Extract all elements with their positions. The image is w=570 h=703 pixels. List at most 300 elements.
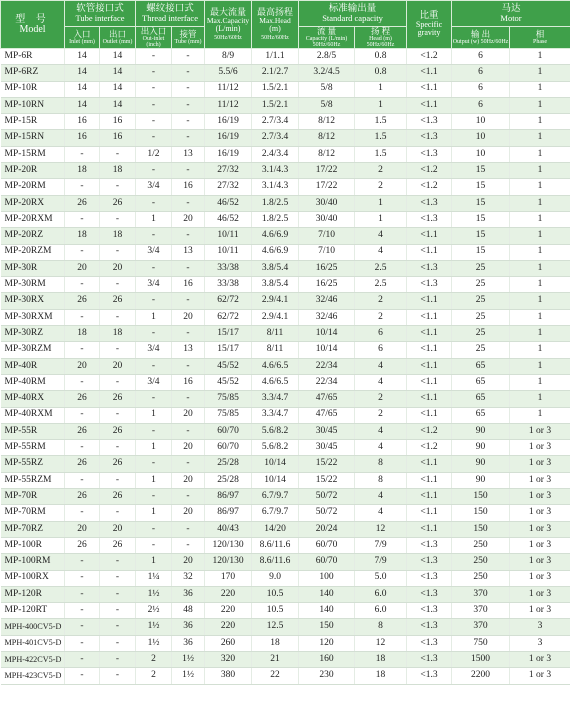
cell-std-head: 7/9: [355, 554, 407, 570]
cell-thread-io: -: [136, 423, 172, 439]
cell-thread-tube: 20: [172, 407, 205, 423]
cell-model: MP-40RXM: [1, 407, 65, 423]
cell-inlet: -: [65, 277, 100, 293]
cell-thread-io: 1: [136, 407, 172, 423]
cell-model: MP-20R: [1, 163, 65, 179]
cell-thread-tube: -: [172, 391, 205, 407]
cell-std-head: 1.5: [355, 146, 407, 162]
cell-phase: 1 or 3: [510, 586, 570, 602]
cell-model: MPH-423CV5-D: [1, 668, 65, 684]
cell-max-capacity: 27/32: [205, 163, 252, 179]
cell-gravity: <1.2: [407, 163, 452, 179]
cell-thread-io: 1: [136, 505, 172, 521]
cell-outlet: -: [100, 277, 136, 293]
cell-phase: 1: [510, 244, 570, 260]
cell-max-head: 6.7/9.7: [252, 505, 299, 521]
cell-outlet: -: [100, 505, 136, 521]
cell-outlet: 14: [100, 49, 136, 65]
cell-outlet: -: [100, 440, 136, 456]
cell-thread-tube: -: [172, 326, 205, 342]
cell-max-capacity: 220: [205, 619, 252, 635]
cell-model: MP-30RZM: [1, 342, 65, 358]
cell-thread-tube: 1½: [172, 668, 205, 684]
cell-std-capacity: 30/40: [299, 195, 355, 211]
cell-gravity: <1.1: [407, 309, 452, 325]
cell-output: 25: [452, 260, 510, 276]
cell-gravity: <1.3: [407, 619, 452, 635]
cell-phase: 1: [510, 277, 570, 293]
table-row: [1, 195, 570, 211]
cell-gravity: <1.1: [407, 407, 452, 423]
cell-thread-tube: 32: [172, 570, 205, 586]
table-row: [1, 537, 570, 553]
cell-output: 65: [452, 391, 510, 407]
cell-gravity: <1.2: [407, 49, 452, 65]
cell-thread-io: -: [136, 81, 172, 97]
cell-model: MP-30RM: [1, 277, 65, 293]
cell-thread-io: 3/4: [136, 374, 172, 390]
table-row: [1, 179, 570, 195]
header-motor: 马达 Motor: [452, 1, 570, 27]
cell-model: MPH-401CV5-D: [1, 635, 65, 651]
cell-std-head: 2: [355, 163, 407, 179]
cell-model: MP-20RXM: [1, 211, 65, 227]
cell-outlet: 16: [100, 114, 136, 130]
cell-std-head: 4: [355, 244, 407, 260]
cell-gravity: <1.3: [407, 130, 452, 146]
cell-max-head: 5.6/8.2: [252, 440, 299, 456]
table-row: [1, 521, 570, 537]
header-std-flow: 流 量 Capacity (L/min) 50Hz/60Hz: [299, 27, 355, 49]
cell-thread-io: -: [136, 293, 172, 309]
table-row: [1, 49, 570, 65]
cell-max-capacity: 33/38: [205, 277, 252, 293]
table-row: [1, 619, 570, 635]
cell-thread-tube: 20: [172, 309, 205, 325]
cell-phase: 1: [510, 114, 570, 130]
cell-thread-io: 2: [136, 668, 172, 684]
table-row: [1, 293, 570, 309]
cell-outlet: 14: [100, 65, 136, 81]
cell-thread-tube: -: [172, 423, 205, 439]
cell-max-capacity: 46/52: [205, 195, 252, 211]
cell-thread-tube: -: [172, 114, 205, 130]
cell-output: 15: [452, 244, 510, 260]
cell-std-capacity: 10/14: [299, 326, 355, 342]
cell-phase: 1: [510, 326, 570, 342]
cell-max-capacity: 320: [205, 651, 252, 667]
cell-inlet: -: [65, 635, 100, 651]
table-row: [1, 570, 570, 586]
cell-std-head: 4: [355, 440, 407, 456]
cell-gravity: <1.1: [407, 489, 452, 505]
cell-gravity: <1.2: [407, 423, 452, 439]
cell-gravity: <1.3: [407, 668, 452, 684]
cell-outlet: 14: [100, 97, 136, 113]
table-row: [1, 211, 570, 227]
cell-max-head: 1.8/2.5: [252, 211, 299, 227]
cell-max-capacity: 45/52: [205, 358, 252, 374]
cell-std-capacity: 22/34: [299, 358, 355, 374]
cell-thread-tube: 1½: [172, 651, 205, 667]
cell-output: 65: [452, 374, 510, 390]
table-row: [1, 423, 570, 439]
cell-inlet: 16: [65, 114, 100, 130]
cell-max-head: 4.6/6.5: [252, 358, 299, 374]
cell-model: MP-55RM: [1, 440, 65, 456]
cell-phase: 1: [510, 391, 570, 407]
cell-outlet: -: [100, 603, 136, 619]
cell-max-capacity: 11/12: [205, 81, 252, 97]
cell-std-capacity: 16/25: [299, 260, 355, 276]
cell-gravity: <1.2: [407, 179, 452, 195]
cell-gravity: <1.1: [407, 293, 452, 309]
cell-std-capacity: 10/14: [299, 342, 355, 358]
cell-thread-io: -: [136, 521, 172, 537]
cell-model: MP-55RZ: [1, 456, 65, 472]
cell-gravity: <1.3: [407, 570, 452, 586]
cell-thread-io: 2½: [136, 603, 172, 619]
cell-std-capacity: 140: [299, 603, 355, 619]
cell-max-head: 8.6/11.6: [252, 554, 299, 570]
cell-phase: 1: [510, 130, 570, 146]
cell-max-head: 12.5: [252, 619, 299, 635]
cell-phase: 1 or 3: [510, 423, 570, 439]
cell-outlet: -: [100, 472, 136, 488]
cell-output: 250: [452, 554, 510, 570]
cell-gravity: <1.1: [407, 244, 452, 260]
cell-output: 750: [452, 635, 510, 651]
cell-output: 2200: [452, 668, 510, 684]
cell-std-head: 12: [355, 521, 407, 537]
cell-outlet: 26: [100, 456, 136, 472]
cell-gravity: <1.1: [407, 456, 452, 472]
cell-std-head: 6: [355, 342, 407, 358]
table-row: [1, 65, 570, 81]
cell-std-head: 2: [355, 309, 407, 325]
cell-max-head: 14/20: [252, 521, 299, 537]
cell-std-capacity: 30/45: [299, 440, 355, 456]
cell-thread-tube: 36: [172, 635, 205, 651]
cell-thread-tube: 20: [172, 554, 205, 570]
table-row: [1, 586, 570, 602]
cell-std-capacity: 150: [299, 619, 355, 635]
cell-std-head: 1: [355, 195, 407, 211]
cell-inlet: -: [65, 440, 100, 456]
cell-gravity: <1.2: [407, 440, 452, 456]
cell-std-head: 6.0: [355, 603, 407, 619]
cell-thread-tube: 13: [172, 244, 205, 260]
table-row: [1, 440, 570, 456]
cell-std-capacity: 32/46: [299, 293, 355, 309]
cell-model: MP-55R: [1, 423, 65, 439]
table-row: [1, 146, 570, 162]
cell-phase: 1: [510, 260, 570, 276]
cell-max-head: 3.8/5.4: [252, 260, 299, 276]
cell-inlet: -: [65, 211, 100, 227]
cell-max-capacity: 15/17: [205, 326, 252, 342]
table-row: [1, 668, 570, 684]
cell-model: MP-30R: [1, 260, 65, 276]
cell-inlet: -: [65, 603, 100, 619]
cell-output: 150: [452, 505, 510, 521]
cell-outlet: -: [100, 211, 136, 227]
cell-thread-io: -: [136, 326, 172, 342]
cell-std-head: 1.5: [355, 114, 407, 130]
header-tube-interface: 软管接口式 Tube interface: [65, 1, 136, 27]
cell-thread-tube: -: [172, 49, 205, 65]
cell-max-head: 4.6/6.5: [252, 374, 299, 390]
header-max-head: 最高扬程 Max.Head (m) 50Hz/60Hz: [252, 1, 299, 49]
cell-phase: 1 or 3: [510, 456, 570, 472]
cell-phase: 1: [510, 293, 570, 309]
cell-thread-tube: -: [172, 260, 205, 276]
cell-std-capacity: 140: [299, 586, 355, 602]
cell-max-capacity: 220: [205, 586, 252, 602]
cell-thread-io: 1: [136, 554, 172, 570]
cell-output: 370: [452, 619, 510, 635]
cell-phase: 1: [510, 374, 570, 390]
cell-std-capacity: 17/22: [299, 163, 355, 179]
cell-phase: 1 or 3: [510, 603, 570, 619]
table-row: [1, 554, 570, 570]
cell-gravity: <1.3: [407, 277, 452, 293]
header-tube-inlet: 入口 Inlet (mm): [65, 27, 100, 49]
cell-phase: 1: [510, 65, 570, 81]
cell-inlet: -: [65, 668, 100, 684]
cell-max-head: 1.5/2.1: [252, 97, 299, 113]
cell-phase: 1 or 3: [510, 440, 570, 456]
cell-phase: 1 or 3: [510, 537, 570, 553]
cell-max-capacity: 380: [205, 668, 252, 684]
cell-phase: 1 or 3: [510, 668, 570, 684]
cell-outlet: 26: [100, 195, 136, 211]
cell-model: MP-70R: [1, 489, 65, 505]
cell-std-capacity: 47/65: [299, 407, 355, 423]
cell-inlet: 26: [65, 195, 100, 211]
cell-max-head: 10/14: [252, 456, 299, 472]
cell-gravity: <1.3: [407, 635, 452, 651]
cell-thread-io: 3/4: [136, 277, 172, 293]
cell-thread-tube: 48: [172, 603, 205, 619]
header-model: 型 号 Model: [1, 1, 65, 49]
cell-outlet: -: [100, 635, 136, 651]
cell-thread-tube: -: [172, 130, 205, 146]
cell-outlet: 26: [100, 489, 136, 505]
cell-inlet: 14: [65, 81, 100, 97]
cell-model: MP-40R: [1, 358, 65, 374]
cell-thread-io: -: [136, 489, 172, 505]
cell-model: MP-40RM: [1, 374, 65, 390]
cell-std-head: 12: [355, 635, 407, 651]
cell-thread-io: -: [136, 228, 172, 244]
cell-output: 25: [452, 293, 510, 309]
table-body: [1, 49, 570, 685]
cell-output: 10: [452, 114, 510, 130]
cell-max-head: 3.3/4.7: [252, 391, 299, 407]
cell-thread-tube: 16: [172, 277, 205, 293]
cell-output: 25: [452, 342, 510, 358]
cell-max-head: 18: [252, 635, 299, 651]
cell-model: MPH-422CV5-D: [1, 651, 65, 667]
cell-std-head: 4: [355, 374, 407, 390]
cell-outlet: -: [100, 342, 136, 358]
cell-model: MP-70RZ: [1, 521, 65, 537]
cell-max-capacity: 10/11: [205, 244, 252, 260]
cell-phase: 1: [510, 358, 570, 374]
cell-thread-tube: 20: [172, 472, 205, 488]
cell-phase: 1: [510, 163, 570, 179]
cell-max-capacity: 5.5/6: [205, 65, 252, 81]
cell-model: MP-100RM: [1, 554, 65, 570]
cell-phase: 1: [510, 342, 570, 358]
cell-inlet: -: [65, 309, 100, 325]
header-standard-capacity: 标准输出量 Standard capacity: [299, 1, 407, 27]
cell-inlet: 18: [65, 163, 100, 179]
cell-output: 65: [452, 358, 510, 374]
cell-inlet: -: [65, 407, 100, 423]
cell-inlet: 20: [65, 358, 100, 374]
cell-std-head: 6: [355, 326, 407, 342]
cell-max-head: 2.9/4.1: [252, 293, 299, 309]
cell-std-head: 4: [355, 423, 407, 439]
cell-thread-tube: -: [172, 97, 205, 113]
cell-gravity: <1.1: [407, 391, 452, 407]
cell-thread-tube: -: [172, 163, 205, 179]
cell-gravity: <1.3: [407, 554, 452, 570]
cell-max-head: 3.3/4.7: [252, 407, 299, 423]
cell-std-capacity: 2.8/5: [299, 49, 355, 65]
cell-output: 25: [452, 309, 510, 325]
cell-thread-tube: -: [172, 228, 205, 244]
table-row: [1, 489, 570, 505]
cell-thread-io: 3/4: [136, 342, 172, 358]
cell-output: 90: [452, 440, 510, 456]
cell-output: 15: [452, 211, 510, 227]
cell-outlet: -: [100, 554, 136, 570]
cell-max-head: 1/1.1: [252, 49, 299, 65]
table-row: [1, 244, 570, 260]
cell-std-capacity: 60/70: [299, 554, 355, 570]
cell-std-capacity: 47/65: [299, 391, 355, 407]
cell-max-capacity: 40/43: [205, 521, 252, 537]
cell-thread-io: 1: [136, 211, 172, 227]
cell-gravity: <1.3: [407, 537, 452, 553]
cell-max-head: 4.6/6.9: [252, 228, 299, 244]
cell-max-head: 3.1/4.3: [252, 163, 299, 179]
cell-thread-tube: -: [172, 65, 205, 81]
cell-gravity: <1.3: [407, 114, 452, 130]
cell-std-capacity: 22/34: [299, 374, 355, 390]
cell-thread-io: -: [136, 130, 172, 146]
cell-thread-io: 3/4: [136, 179, 172, 195]
cell-max-capacity: 27/32: [205, 179, 252, 195]
cell-gravity: <1.3: [407, 586, 452, 602]
cell-std-capacity: 5/8: [299, 81, 355, 97]
cell-model: MP-20RM: [1, 179, 65, 195]
cell-model: MP-15RN: [1, 130, 65, 146]
cell-output: 25: [452, 277, 510, 293]
cell-inlet: 26: [65, 489, 100, 505]
cell-std-capacity: 7/10: [299, 244, 355, 260]
cell-max-capacity: 86/97: [205, 505, 252, 521]
cell-outlet: -: [100, 619, 136, 635]
cell-output: 6: [452, 65, 510, 81]
cell-gravity: <1.1: [407, 65, 452, 81]
cell-max-head: 9.0: [252, 570, 299, 586]
cell-std-head: 18: [355, 651, 407, 667]
cell-gravity: <1.3: [407, 211, 452, 227]
cell-thread-tube: -: [172, 195, 205, 211]
cell-gravity: <1.1: [407, 326, 452, 342]
cell-phase: 1: [510, 146, 570, 162]
cell-max-head: 2.1/2.7: [252, 65, 299, 81]
cell-phase: 1: [510, 211, 570, 227]
cell-std-capacity: 160: [299, 651, 355, 667]
cell-thread-tube: -: [172, 358, 205, 374]
cell-max-head: 22: [252, 668, 299, 684]
cell-inlet: 14: [65, 97, 100, 113]
cell-inlet: -: [65, 179, 100, 195]
cell-gravity: <1.1: [407, 228, 452, 244]
cell-output: 90: [452, 456, 510, 472]
cell-inlet: -: [65, 651, 100, 667]
cell-phase: 1 or 3: [510, 570, 570, 586]
cell-model: MP-30RZ: [1, 326, 65, 342]
cell-outlet: 20: [100, 260, 136, 276]
table-row: [1, 97, 570, 113]
cell-output: 6: [452, 81, 510, 97]
table-row: [1, 326, 570, 342]
cell-model: MP-10R: [1, 81, 65, 97]
cell-max-capacity: 86/97: [205, 489, 252, 505]
cell-outlet: -: [100, 407, 136, 423]
cell-outlet: 26: [100, 391, 136, 407]
cell-model: MP-6R: [1, 49, 65, 65]
cell-phase: 1 or 3: [510, 489, 570, 505]
cell-outlet: 14: [100, 81, 136, 97]
cell-thread-io: -: [136, 97, 172, 113]
cell-std-capacity: 30/40: [299, 211, 355, 227]
cell-inlet: -: [65, 586, 100, 602]
cell-thread-io: 1: [136, 440, 172, 456]
cell-inlet: -: [65, 342, 100, 358]
cell-max-capacity: 16/19: [205, 146, 252, 162]
cell-model: MP-100RX: [1, 570, 65, 586]
cell-std-head: 8: [355, 456, 407, 472]
cell-output: 150: [452, 521, 510, 537]
cell-thread-tube: -: [172, 81, 205, 97]
cell-thread-io: 1/2: [136, 146, 172, 162]
cell-thread-tube: -: [172, 456, 205, 472]
table-header: [1, 1, 570, 49]
header-phase: 相 Phase: [510, 27, 570, 49]
cell-inlet: -: [65, 554, 100, 570]
cell-std-head: 4: [355, 489, 407, 505]
cell-std-head: 0.8: [355, 65, 407, 81]
cell-gravity: <1.3: [407, 603, 452, 619]
cell-phase: 1 or 3: [510, 472, 570, 488]
cell-std-head: 1: [355, 97, 407, 113]
cell-model: MP-15R: [1, 114, 65, 130]
table-row: [1, 635, 570, 651]
cell-max-capacity: 60/70: [205, 440, 252, 456]
table-row: [1, 358, 570, 374]
cell-max-capacity: 10/11: [205, 228, 252, 244]
cell-max-capacity: 220: [205, 603, 252, 619]
cell-max-head: 1.8/2.5: [252, 195, 299, 211]
cell-outlet: -: [100, 309, 136, 325]
